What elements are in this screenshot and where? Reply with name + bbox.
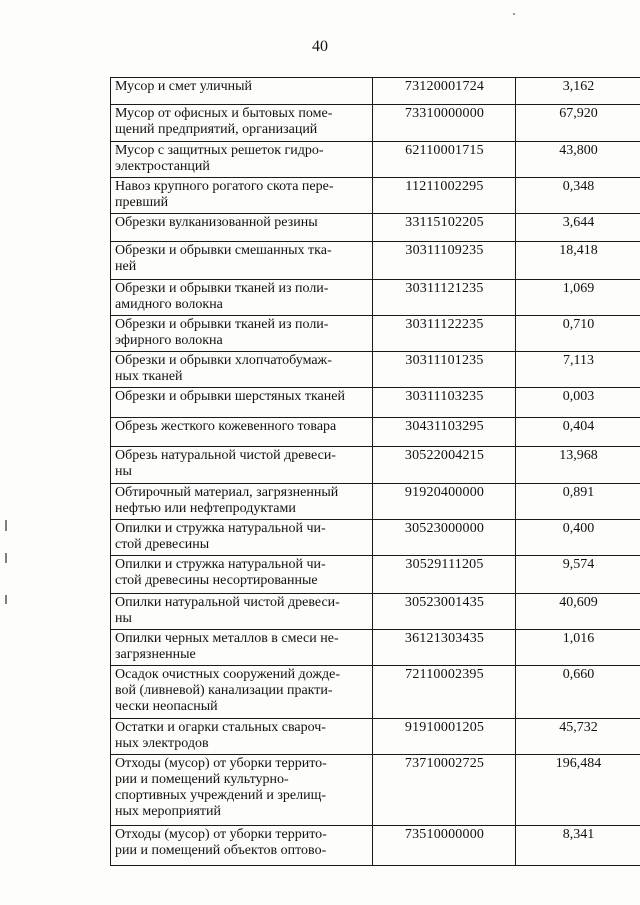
waste-code-cell: 30431103295 (373, 418, 516, 447)
waste-code-cell: 30529111205 (373, 556, 516, 594)
waste-code-cell: 73710002725 (373, 755, 516, 826)
waste-amount-cell: 0,660 (516, 666, 640, 719)
table-row (111, 214, 640, 242)
table-row (111, 316, 640, 352)
waste-amount-cell: 8,341 (516, 826, 640, 866)
table-row (111, 755, 640, 826)
table-row (111, 105, 640, 142)
waste-code-cell: 30523000000 (373, 520, 516, 556)
scan-artifact-dot (513, 13, 515, 15)
waste-code-cell: 62110001715 (373, 142, 516, 178)
waste-name-cell: Остатки и огарки стальных свароч- ных электродов (111, 719, 373, 755)
table-row (111, 666, 640, 719)
waste-name-cell: Опилки и стружка натуральной чи- стой древесины несортированные (111, 556, 373, 594)
table-row (111, 178, 640, 214)
table-row (111, 484, 640, 520)
waste-name-cell: Обрезки и обрывки тканей из поли- эфирного волокна (111, 316, 373, 352)
waste-name-cell: Отходы (мусор) от уборки террито- рии и помещений культурно- спортивных учреждений и зрелищ- ных мероприятий (111, 755, 373, 826)
table-row (111, 556, 640, 594)
table-row (111, 280, 640, 316)
waste-amount-cell: 67,920 (516, 105, 640, 142)
waste-amount-cell: 0,710 (516, 316, 640, 352)
waste-code-cell: 91920400000 (373, 484, 516, 520)
table-row (111, 242, 640, 280)
waste-name-cell: Опилки черных металлов в смеси не- загрязненные (111, 630, 373, 666)
waste-name-cell: Обрезки и обрывки тканей из поли- амидного волокна (111, 280, 373, 316)
waste-name-cell: Мусор от офисных и бытовых поме- щений предприятий, организаций (111, 105, 373, 142)
table-row (111, 142, 640, 178)
waste-name-cell: Мусор и смет уличный (111, 78, 373, 105)
waste-amount-cell: 0,400 (516, 520, 640, 556)
waste-name-cell: Обрезки и обрывки шерстяных тканей (111, 388, 373, 418)
waste-amount-cell: 18,418 (516, 242, 640, 280)
waste-amount-cell: 3,644 (516, 214, 640, 242)
waste-name-cell: Опилки и стружка натуральной чи- стой древесины (111, 520, 373, 556)
waste-amount-cell: 0,891 (516, 484, 640, 520)
waste-code-cell: 11211002295 (373, 178, 516, 214)
table-row (111, 352, 640, 388)
waste-amount-cell: 3,162 (516, 78, 640, 105)
table-row (111, 78, 640, 105)
waste-amount-cell: 40,609 (516, 594, 640, 630)
waste-code-cell: 73120001724 (373, 78, 516, 105)
waste-name-cell: Обрезки и обрывки смешанных тка- ней (111, 242, 373, 280)
table-row (111, 826, 640, 866)
table-row (111, 630, 640, 666)
waste-amount-cell: 43,800 (516, 142, 640, 178)
waste-code-cell: 30522004215 (373, 447, 516, 484)
waste-amount-cell: 9,574 (516, 556, 640, 594)
waste-amount-cell: 0,348 (516, 178, 640, 214)
waste-amount-cell: 196,484 (516, 755, 640, 826)
waste-code-cell: 30523001435 (373, 594, 516, 630)
page-number: 40 (312, 38, 328, 55)
waste-code-cell: 30311109235 (373, 242, 516, 280)
waste-name-cell: Навоз крупного рогатого скота пере- превший (111, 178, 373, 214)
waste-amount-cell: 0,404 (516, 418, 640, 447)
table-row (111, 447, 640, 484)
waste-name-cell: Обрезь жесткого кожевенного товара (111, 418, 373, 447)
waste-code-cell: 30311122235 (373, 316, 516, 352)
waste-name-cell: Осадок очистных сооружений дожде- вой (ливневой) канализации практи- чески неопасный (111, 666, 373, 719)
waste-code-cell: 36121303435 (373, 630, 516, 666)
waste-name-cell: Мусор с защитных решеток гидро- электростанций (111, 142, 373, 178)
waste-name-cell: Обрезки и обрывки хлопчатобумаж- ных тканей (111, 352, 373, 388)
table-row (111, 388, 640, 418)
waste-amount-cell: 45,732 (516, 719, 640, 755)
waste-code-cell: 30311103235 (373, 388, 516, 418)
waste-code-cell: 33115102205 (373, 214, 516, 242)
waste-amount-cell: 0,003 (516, 388, 640, 418)
waste-code-cell: 73310000000 (373, 105, 516, 142)
waste-name-cell: Обтирочный материал, загрязненный нефтью или нефтепродуктами (111, 484, 373, 520)
table-row (111, 594, 640, 630)
waste-code-cell: 91910001205 (373, 719, 516, 755)
waste-name-cell: Опилки натуральной чистой древеси- ны (111, 594, 373, 630)
waste-code-cell: 30311121235 (373, 280, 516, 316)
waste-table (110, 77, 640, 866)
waste-code-cell: 73510000000 (373, 826, 516, 866)
waste-name-cell: Отходы (мусор) от уборки террито- рии и помещений объектов оптово- (111, 826, 373, 866)
waste-table-body (111, 78, 640, 866)
waste-amount-cell: 1,016 (516, 630, 640, 666)
waste-code-cell: 30311101235 (373, 352, 516, 388)
waste-amount-cell: 13,968 (516, 447, 640, 484)
waste-name-cell: Обрезки вулканизованной резины (111, 214, 373, 242)
waste-amount-cell: 1,069 (516, 280, 640, 316)
waste-name-cell: Обрезь натуральной чистой древеси- ны (111, 447, 373, 484)
table-row (111, 520, 640, 556)
table-row (111, 719, 640, 755)
table-row (111, 418, 640, 447)
waste-amount-cell: 7,113 (516, 352, 640, 388)
waste-code-cell: 72110002395 (373, 666, 516, 719)
